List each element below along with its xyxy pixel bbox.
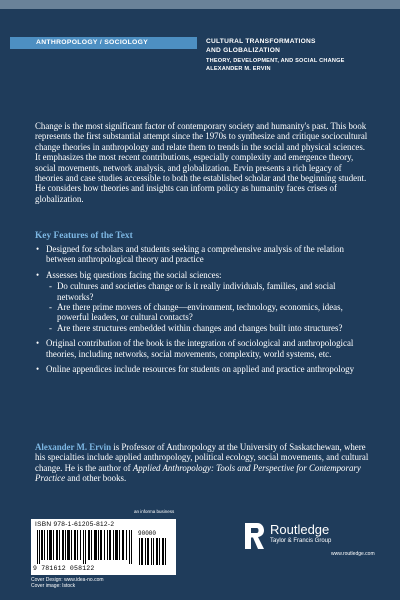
publisher-group: Taylor & Francis Group	[270, 538, 332, 544]
routledge-logo-icon	[243, 522, 265, 550]
question-item: - Are there structures embedded within changes and changes built into structures?	[46, 323, 373, 333]
author-bio	[35, 442, 373, 484]
book-description: Change is the most significant factor of contemporary society and humanity's past. This book represents the first substantial attempt since the 1970s to synthesize and critique sociocultural change theories in anthropology and relate them to trends in the social and physical sciences. It emphasizes the most recent contributions, especially complexity and emergence theory, social movements, network analysis, and globalization. Ervin presents a rich legacy of theories and case studies accessible to both the established scholar and the beginning student. He considers how theories and insights can inform policy as humanity faces crises of globalization.	[35, 121, 368, 204]
feature-text: Designed for scholars and students seeking a comprehensive analysis of the relation between anthropological theory and practice	[46, 244, 344, 265]
barcode-panel	[31, 519, 176, 575]
feature-item	[35, 244, 373, 265]
big-questions-list	[46, 281, 373, 333]
author-name: Alexander M. Ervin	[35, 442, 112, 452]
ean-digits: 9 781612 058122	[33, 565, 95, 572]
cover-design-credit: Cover Design: www.idea-no.com	[31, 577, 104, 583]
series-header	[206, 37, 396, 73]
series-subtitle: THEORY, DEVELOPMENT, AND SOCIAL CHANGE	[206, 58, 345, 64]
question-item: - Are there prime movers of change—environment, technology, economics, ideas, powerful leaders, or cultural contacts?	[46, 302, 373, 323]
publisher-url: www.routledge.com	[331, 551, 375, 557]
feature-text: Online appendices include resources for students on applied and practice anthropology	[46, 364, 355, 375]
isbn-number: ISBN 978-1-61205-812-2	[35, 521, 115, 528]
top-stripe	[0, 0, 400, 9]
question-item: - Do cultures and societies change or is it really individuals, families, and social networks?	[46, 281, 373, 302]
publisher-name: Routledge	[270, 522, 330, 537]
cover-image-credit: Cover image: Istock	[31, 583, 76, 590]
author-book-title: Applied Anthropology: Tools and Perspective for Contemporary Practice	[35, 462, 361, 484]
ean-barcode-icon	[37, 530, 135, 564]
feature-item	[35, 364, 373, 374]
author-bio-text-end: and other books.	[65, 473, 127, 484]
feature-text: Original contribution of the book is the integration of sociological and anthropological theories, including networks, social movements, complexity, world systems, etc.	[46, 338, 354, 359]
series-title-line-2: AND GLOBALIZATION	[206, 47, 281, 54]
informa-tagline: an informa business	[134, 509, 175, 514]
feature-item	[35, 338, 373, 359]
author-bio-text: is Professor of Anthropology at the University of Saskatchewan, where his specialties include applied anthropology, political ecology, social movements, and cultural change. He is the author of	[35, 442, 369, 473]
feature-text: Assesses big questions facing the social sciences:	[46, 269, 222, 280]
addon-barcode-icon	[139, 538, 169, 565]
key-features-list	[35, 244, 373, 379]
feature-item	[35, 270, 373, 333]
addon-digits: 90000	[138, 530, 157, 537]
category-label: ANTHROPOLOGY / SOCIOLOGY	[36, 39, 149, 46]
cover-credits	[31, 577, 104, 590]
key-features-heading: Key Features of the Text	[35, 231, 133, 241]
series-author: ALEXANDER M. ERVIN	[206, 66, 271, 72]
series-title-line-1: CULTURAL TRANSFORMATIONS	[206, 38, 316, 45]
